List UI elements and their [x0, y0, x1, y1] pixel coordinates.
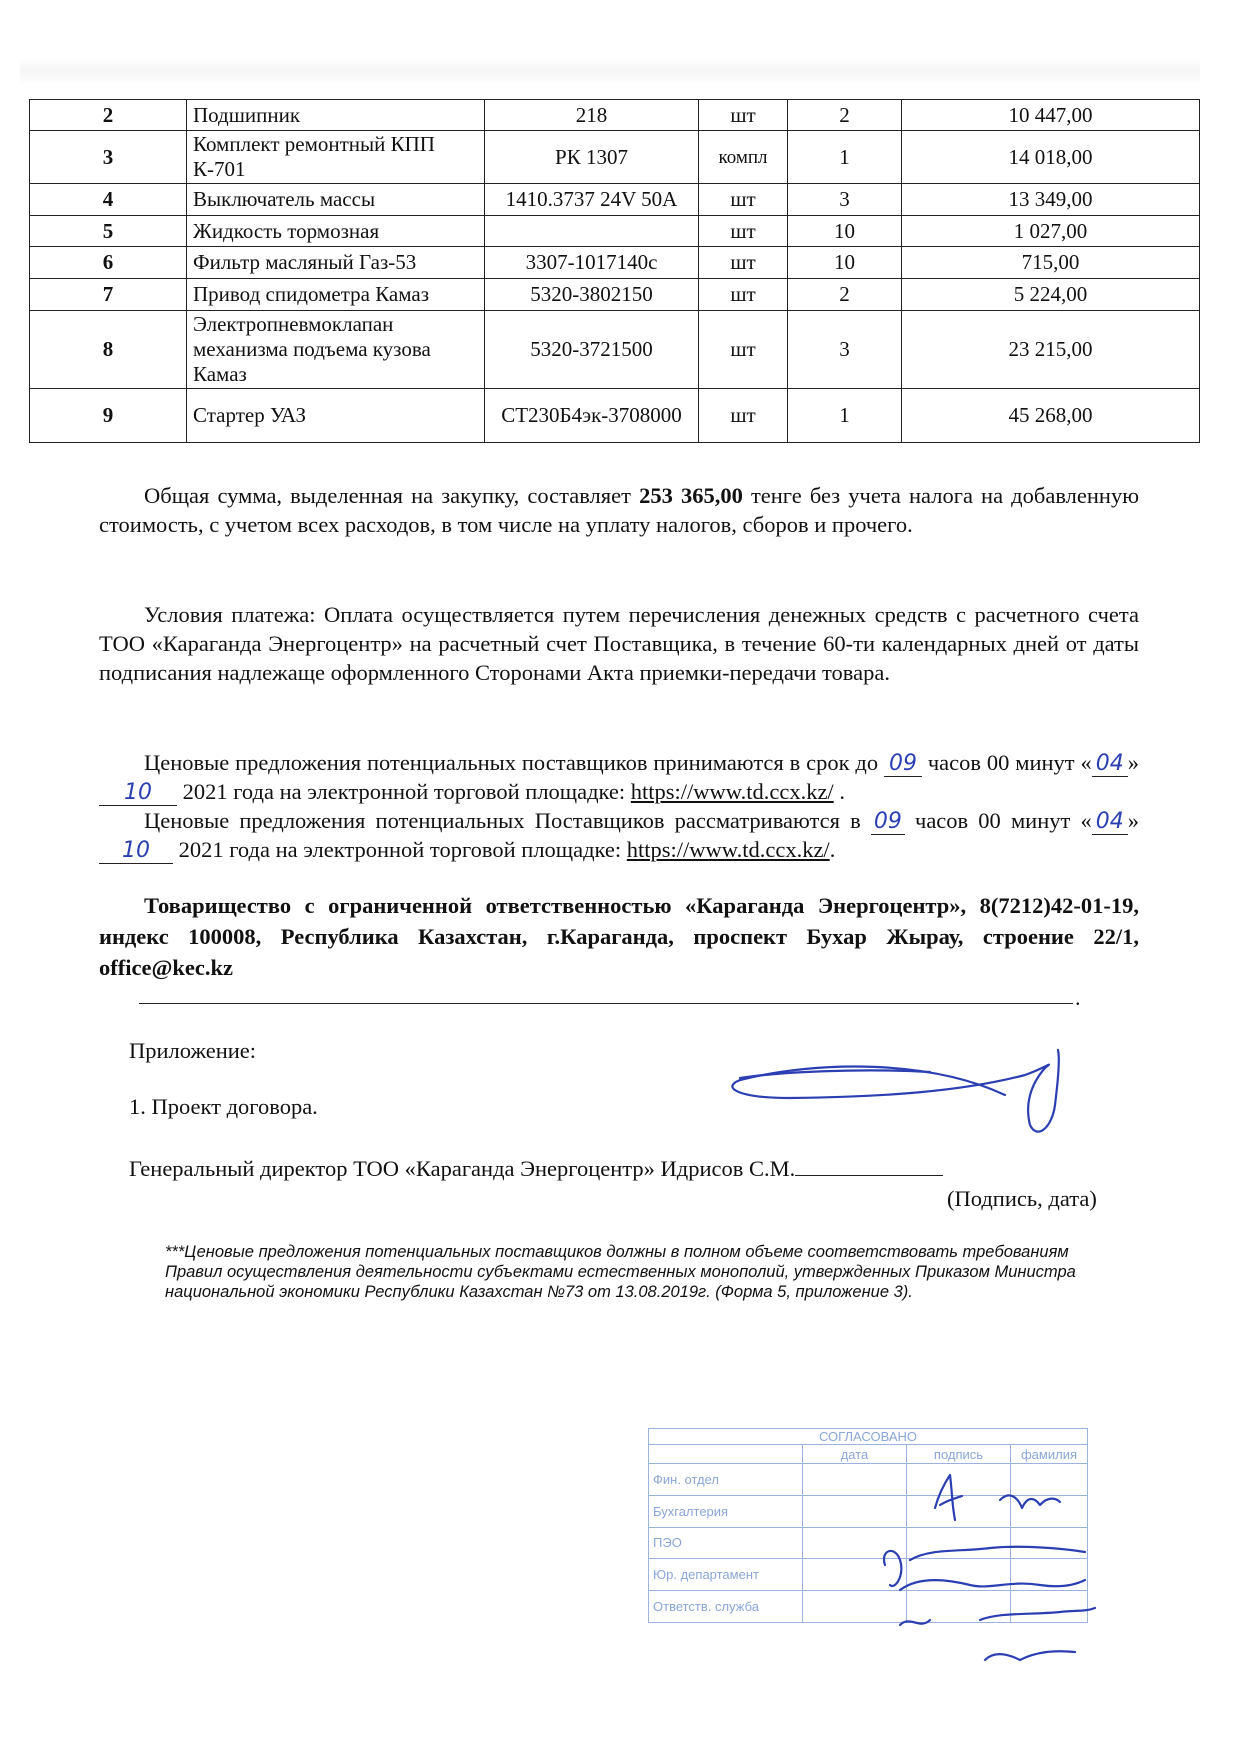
item-number: 3	[30, 131, 187, 184]
item-unit: компл	[699, 131, 788, 184]
item-price: 10 447,00	[902, 100, 1200, 131]
item-name: Выключатель массы	[187, 184, 485, 216]
item-quantity: 3	[788, 311, 902, 389]
payment-terms-text: Условия платежа: Оплата осуществляется путем перечисления денежных средств с расчетного счета ТОО «Караганда Энергоцентр» на расчетный счет Поставщика, в течение 60-ти календарных дней от даты подписания надлежаще оформленного Сторонами Акта приемки-передачи товара.	[99, 602, 1139, 685]
deadline-accept-month: 10	[99, 781, 177, 806]
stamp-signature-3	[884, 1547, 1085, 1586]
stamp-title: СОГЛАСОВАНО	[649, 1429, 1088, 1445]
item-number: 8	[30, 311, 187, 389]
attachment-item: 1. Проект договора.	[129, 1094, 318, 1119]
item-name: Привод спидометра Камаз	[187, 279, 485, 311]
stamp-signature-2	[1000, 1495, 1060, 1508]
item-price: 715,00	[902, 247, 1200, 279]
deadline-accept-text-4: 2021 года на электронной торговой площадке:	[177, 779, 631, 804]
item-number: 5	[30, 216, 187, 247]
item-name: Комплект ремонтный КПП К-701	[187, 131, 485, 184]
item-unit: шт	[699, 184, 788, 216]
stamp-signature-5	[900, 1608, 1095, 1625]
director-signature	[732, 1050, 1058, 1132]
stamp-signature-6	[985, 1651, 1075, 1660]
item-unit: шт	[699, 247, 788, 279]
deadline-accept-hour: 09	[884, 752, 922, 777]
item-name: Жидкость тормозная	[187, 216, 485, 247]
item-code: РК 1307	[485, 131, 699, 184]
item-number: 4	[30, 184, 187, 216]
item-unit: шт	[699, 389, 788, 443]
divider-dot: .	[1075, 985, 1081, 1010]
item-price: 13 349,00	[902, 184, 1200, 216]
total-text-before: Общая сумма, выделенная на закупку, составляет	[144, 483, 640, 508]
platform-link[interactable]: https://www.td.ccx.kz/	[630, 779, 834, 804]
item-quantity: 10	[788, 216, 902, 247]
stamp-signature-4	[900, 1580, 1085, 1590]
item-name: Подшипник	[187, 100, 485, 131]
item-code: 218	[485, 100, 699, 131]
item-unit: шт	[699, 311, 788, 389]
item-quantity: 3	[788, 184, 902, 216]
stamp-col-date: дата	[803, 1445, 907, 1464]
deadline-review-hour: 09	[871, 810, 905, 835]
total-amount: 253 365,00	[639, 483, 743, 508]
item-quantity: 2	[788, 100, 902, 131]
footnote: ***Ценовые предложения потенциальных поставщиков должны в полном объеме соответствовать требованиям Правил осуществления деятельности субъектами естественных монополий, утвержденных Приказом Министра национальной экономики Республики Казахстан №73 от 13.08.2019г. (Форма 5, приложение 3).	[165, 1243, 1076, 1301]
item-name: Электропневмоклапан механизма подъема кузова Камаз	[187, 311, 485, 389]
platform-link-2[interactable]: https://www.td.ccx.kz/	[626, 837, 830, 862]
deadline-review-text: Ценовые предложения потенциальных Поставщиков рассматриваются в	[144, 808, 871, 833]
item-unit: шт	[699, 216, 788, 247]
stamp-row-label: Фин. отдел	[649, 1464, 803, 1496]
stamp-row-label: ПЭО	[649, 1527, 803, 1559]
signatory-text: Генеральный директор ТОО «Караганда Энергоцентр» Идрисов С.М.	[129, 1156, 796, 1181]
stamp-row-label: Юр. департамент	[649, 1559, 803, 1591]
total-text-after: тенге без учета налога на добавленную стоимость, с учетом всех расходов, в том числе на уплату налогов, сборов и прочего.	[99, 483, 1139, 537]
signature-caption: (Подпись, дата)	[947, 1186, 1097, 1211]
item-number: 9	[30, 389, 187, 443]
deadline-review-text-3: »	[1127, 808, 1139, 833]
item-price: 1 027,00	[902, 216, 1200, 247]
item-unit: шт	[699, 279, 788, 311]
stamp-row-label: Бухгалтерия	[649, 1495, 803, 1527]
deadline-review-day: 04	[1092, 810, 1128, 835]
stamp-col-surname: фамилия	[1011, 1445, 1088, 1464]
item-quantity: 1	[788, 389, 902, 443]
stamp-row-label: Ответств. служба	[649, 1591, 803, 1623]
item-quantity: 10	[788, 247, 902, 279]
item-number: 2	[30, 100, 187, 131]
item-quantity: 2	[788, 279, 902, 311]
item-price: 23 215,00	[902, 311, 1200, 389]
item-quantity: 1	[788, 131, 902, 184]
item-name: Фильтр масляный Газ-53	[187, 247, 485, 279]
item-price: 5 224,00	[902, 279, 1200, 311]
deadline-accept-day: 04	[1092, 752, 1128, 777]
item-price: 45 268,00	[902, 389, 1200, 443]
item-number: 7	[30, 279, 187, 311]
deadline-review-text-2: часов 00 минут «	[904, 808, 1092, 833]
item-code: 5320-3721500	[485, 311, 699, 389]
item-price: 14 018,00	[902, 131, 1200, 184]
stamp-col-signature: подпись	[907, 1445, 1011, 1464]
item-name: Стартер УАЗ	[187, 389, 485, 443]
deadline-accept-text-3: »	[1127, 750, 1139, 775]
deadline-review-text-5: .	[829, 837, 836, 862]
deadline-accept-text: Ценовые предложения потенциальных поставщиков принимаются в срок до	[144, 750, 884, 775]
item-unit: шт	[699, 100, 788, 131]
deadline-review-text-4: 2021 года на электронной торговой площадке:	[173, 837, 627, 862]
attachment-heading: Приложение:	[129, 1038, 257, 1063]
item-number: 6	[30, 247, 187, 279]
item-code: СТ230Б4эк-3708000	[485, 389, 699, 443]
company-details: Товарищество с ограниченной ответственностью «Караганда Энергоцентр», 8(7212)42-01-19, индекс 100008, Республика Казахстан, г.Караганда, проспект Бухар Жырау, строение 22/1, office@kec.kz	[99, 893, 1139, 980]
item-code: 3307-1017140с	[485, 247, 699, 279]
deadline-review-month: 10	[99, 839, 173, 864]
stamp-signature-1	[935, 1475, 962, 1520]
item-code: 5320-3802150	[485, 279, 699, 311]
item-code: 1410.3737 24V 50A	[485, 184, 699, 216]
deadline-accept-text-5: .	[833, 779, 845, 804]
deadline-accept-text-2: часов 00 минут «	[921, 750, 1092, 775]
